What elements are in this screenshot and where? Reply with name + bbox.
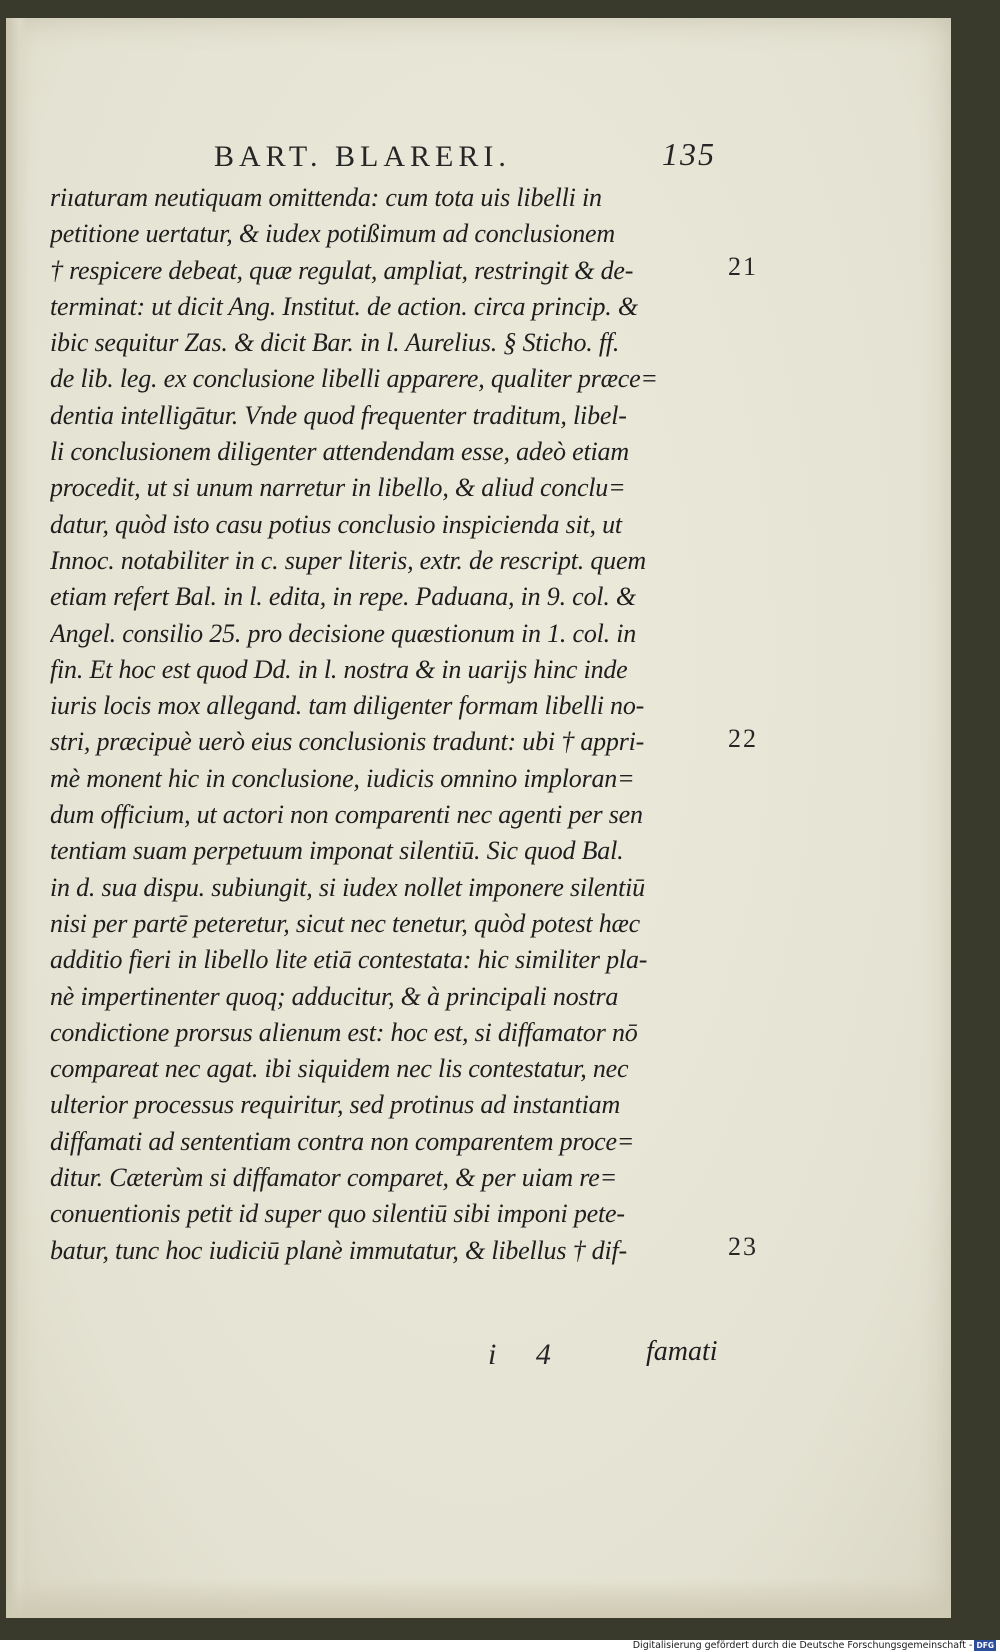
text-line: conuentionis petit id super quo silentiū sibi imponi pete-: [50, 1199, 625, 1229]
text-line: nisi per partē peteretur, sicut nec tenetur, quòd potest hæc: [50, 908, 640, 938]
text-line: fin. Et hoc est quod Dd. in l. nostra & in uarijs hinc inde: [50, 654, 628, 684]
text-line: ibic sequitur Zas. & dicit Bar. in l. Aurelius. § Sticho. ff.: [50, 328, 620, 358]
text-line: † respicere debeat, quæ regulat, ampliat, restringit & de-: [50, 255, 634, 285]
text-line: dentia intelligātur. Vnde quod frequenter traditum, libel-: [50, 400, 627, 430]
text-line: datur, quòd isto casu potius conclusio inspicienda sit, ut: [50, 509, 622, 539]
text-line: Angel. consilio 25. pro decisione quæstionum in 1. col. in: [50, 618, 637, 648]
text-line: procedit, ut si unum narretur in libello, & aliud conclu=: [50, 473, 626, 503]
page-number: 135: [662, 136, 716, 172]
margin-note-23: 23: [728, 1232, 758, 1261]
signature-mark: i 4: [488, 1338, 567, 1371]
text-line: terminat: ut dicit Ang. Institut. de action. circa princip. &: [50, 291, 638, 321]
text-line: nè impertinenter quoq; adducitur, & à principali nostra: [50, 981, 619, 1011]
text-line: ulterior processus requiritur, sed protinus ad instantiam: [50, 1090, 621, 1120]
text-line: stri, præcipuè uerò eius conclusionis tradunt: ubi † appri-: [50, 727, 645, 757]
text-line: tentiam suam perpetuum imponat silentiū. Sic quod Bal.: [50, 836, 624, 866]
page-bottom-shadow: [6, 1578, 951, 1618]
text-line: ditur. Cæterùm si diffamator comparet, & per uiam re=: [50, 1163, 617, 1193]
text-line: li conclusionem diligenter attendendam esse, adeò etiam: [50, 437, 629, 467]
text-line: in d. sua dispu. subiungit, si iudex nollet imponere silentiū: [50, 872, 645, 902]
text-line: petitione uertatur, & iudex potißimum ad conclusionem: [50, 219, 615, 249]
text-line: condictione prorsus alienum est: hoc est, si diffamator nō: [50, 1017, 638, 1047]
margin-note-22: 22: [728, 724, 758, 753]
text-line: riıaturam neutiquam omittenda: cum tota uis libelli in: [50, 183, 602, 212]
dfg-logo: DFG: [976, 1641, 994, 1650]
body-text: [50, 180, 730, 1269]
running-head: BART. BLARERI.: [214, 140, 511, 173]
text-line: diffamati ad sententiam contra non comparentem proce=: [50, 1126, 635, 1156]
text-line: Innoc. notabiliter in c. super literis, extr. de rescript. quem: [50, 545, 646, 575]
text-line: additio fieri in libello lite etiā contestata: hic similiter pla-: [50, 945, 648, 975]
catchword: famati: [646, 1336, 718, 1367]
text-line: iuris locis mox allegand. tam diligenter formam libelli no-: [50, 691, 645, 721]
text-line: compareat nec agat. ibi siquidem nec lis contestatur, nec: [50, 1054, 629, 1084]
digitization-credit: [633, 1640, 996, 1652]
text-line: de lib. leg. ex conclusione libelli apparere, qualiter præce=: [50, 364, 658, 394]
page-gutter-shadow: [6, 18, 28, 1618]
margin-note-21: 21: [728, 252, 758, 281]
text-line: etiam refert Bal. in l. edita, in repe. Paduana, in 9. col. &: [50, 582, 636, 612]
text-line: dum officium, ut actori non comparenti nec agenti per sen: [50, 800, 643, 830]
text-line: batur, tunc hoc iudiciū planè immutatur, & libellus † dif-: [50, 1235, 627, 1265]
credit-text: Digitalisierung gefördert durch die Deutsche Forschungsgemeinschaft -: [632, 1640, 973, 1651]
text-line: mè monent hic in conclusione, iudicis omnino imploran=: [50, 763, 635, 793]
